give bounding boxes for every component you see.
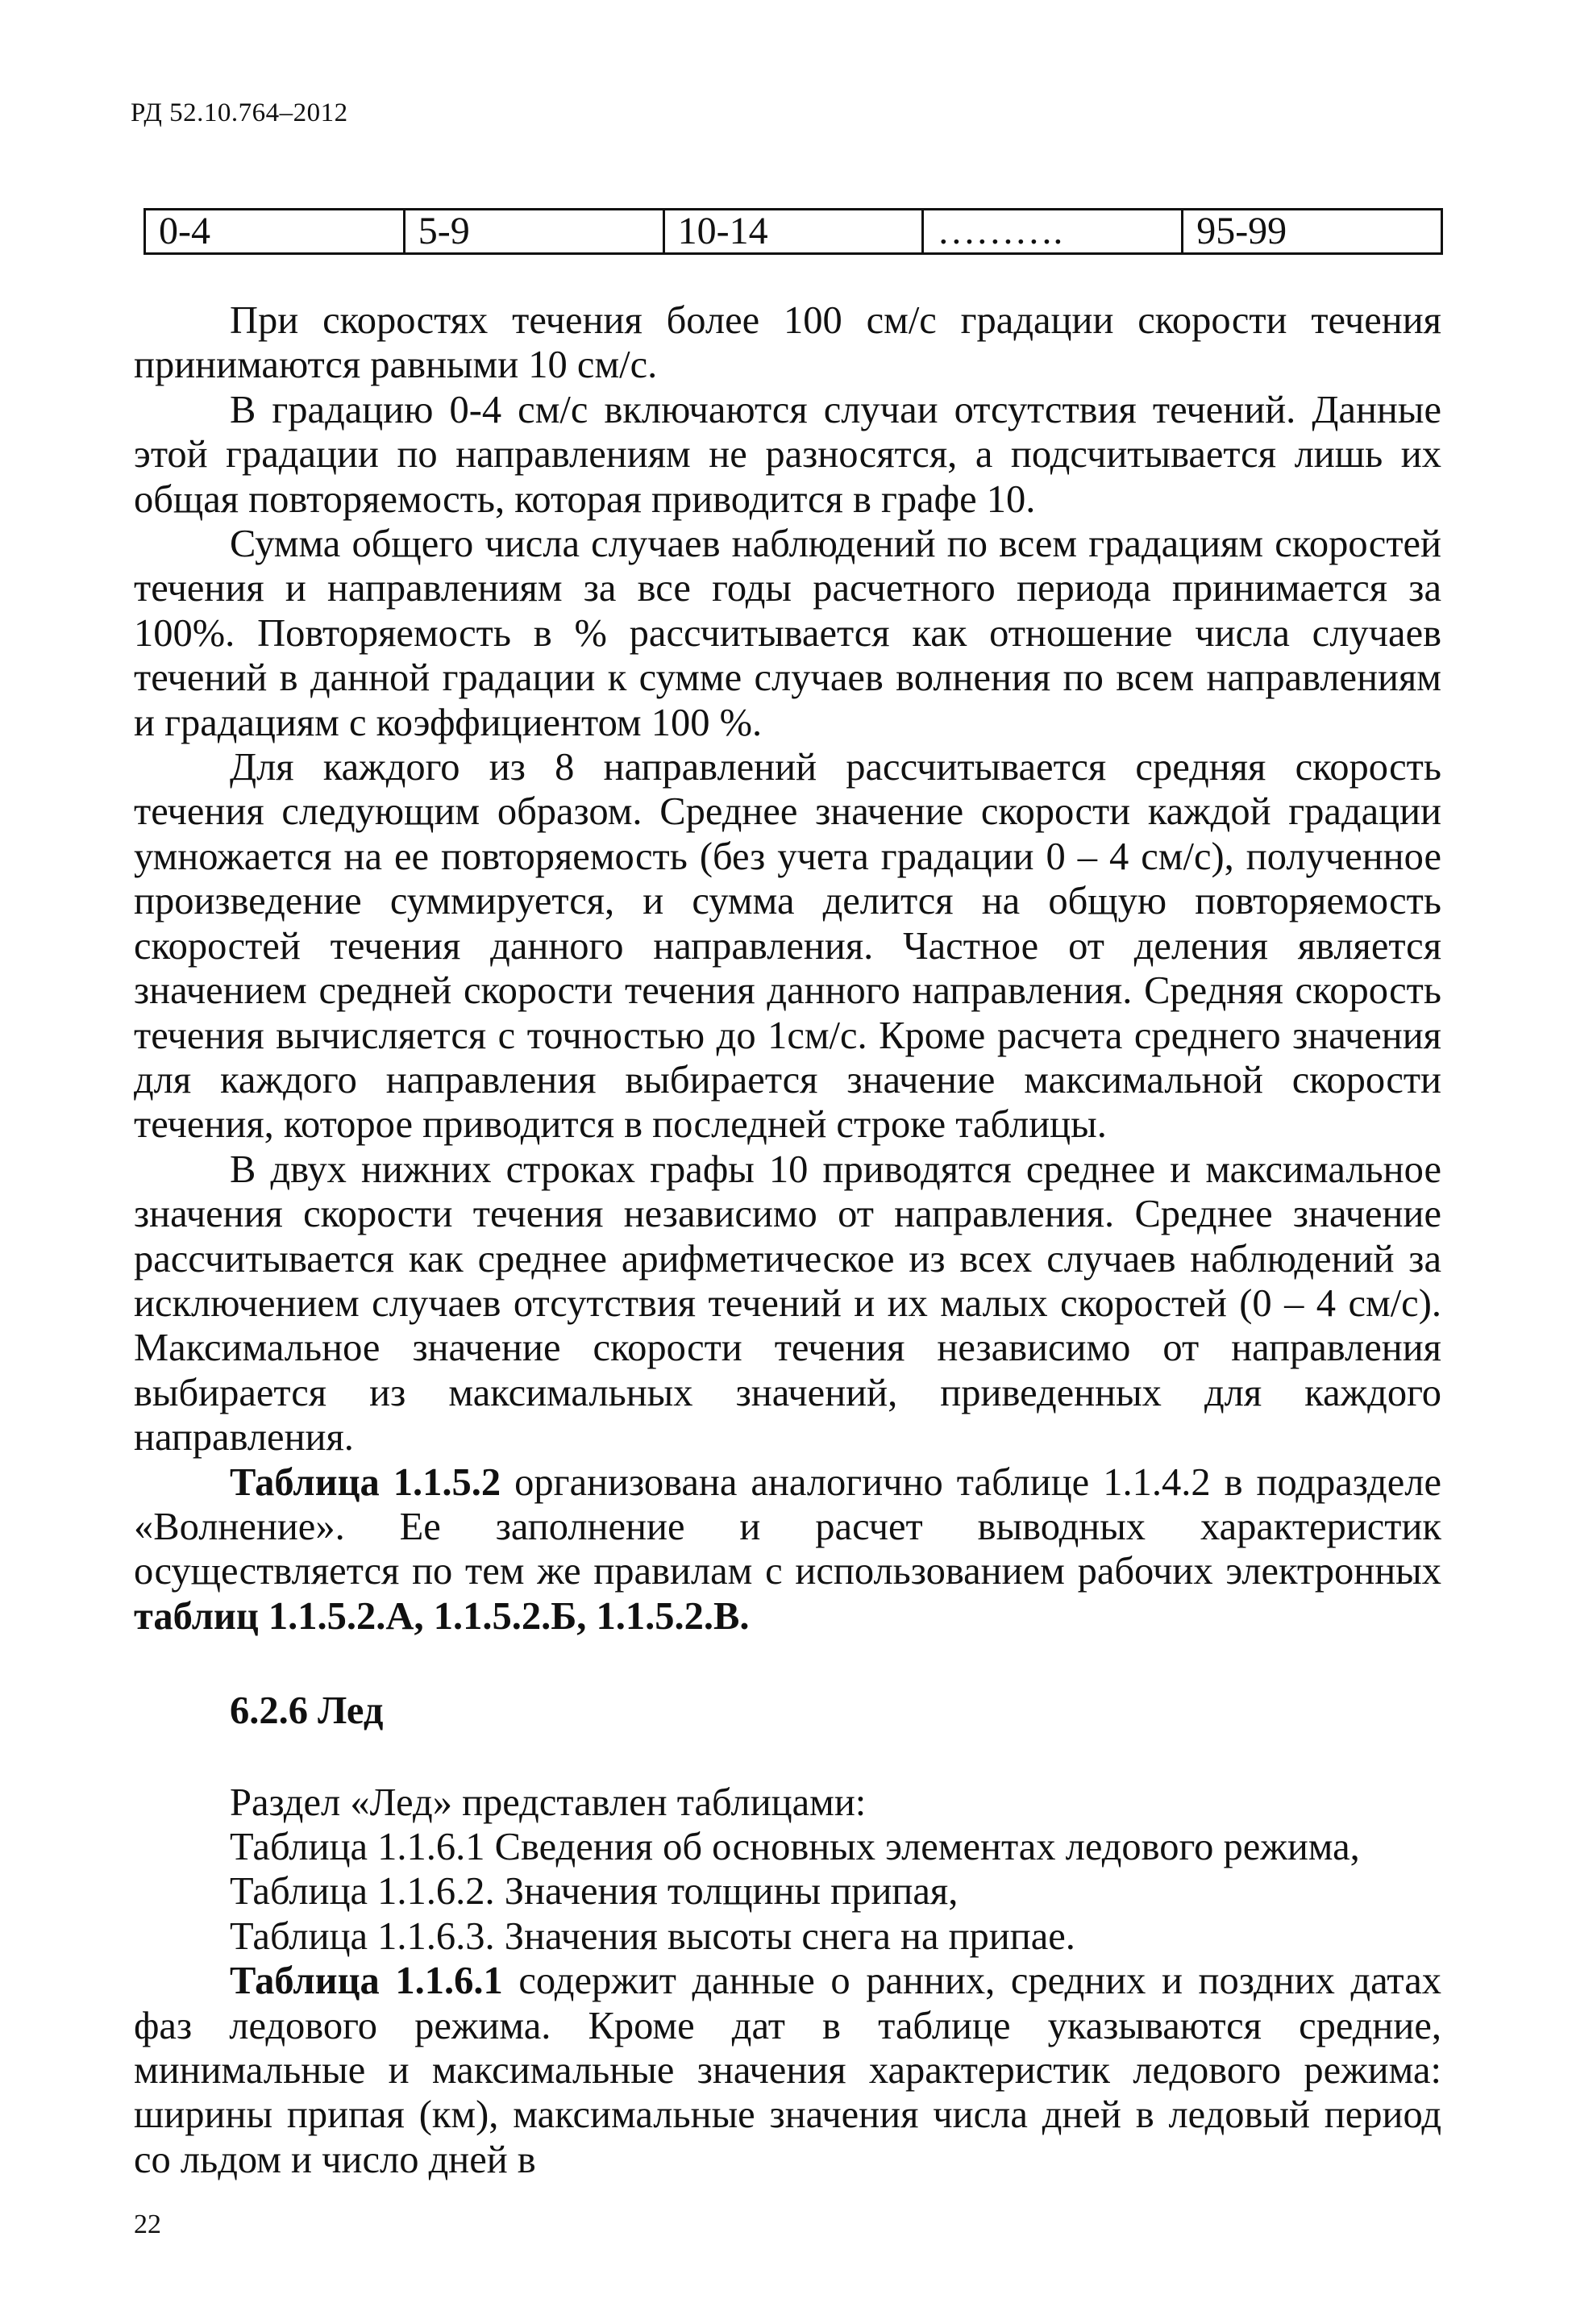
document-code-header: РД 52.10.764–2012: [131, 98, 348, 127]
paragraph: В двух нижних строках графы 10 приводятся среднее и максимальное значения скорости течения независимо от направления. Среднее значение рассчитывается как среднее арифметическое из всех случаев наблюдений за исключением случаев отсутствия течений и их малых скоростей (0 – 4 см/с). Максимальное значение скорости течения независимо от направления выбирается из максимальных значений, приведенных для каждого направления.: [134, 1147, 1441, 1460]
velocity-gradation-table: [143, 208, 1443, 255]
table-reference-bold: таблиц 1.1.5.2.А, 1.1.5.2.Б, 1.1.5.2.В.: [134, 1594, 750, 1638]
page-number: 22: [134, 2209, 161, 2239]
list-item: Таблица 1.1.6.3. Значения высоты снега на припае.: [230, 1914, 1075, 1958]
paragraph: [134, 1460, 1441, 1639]
paragraph: [134, 1959, 1441, 2182]
table-reference-bold: Таблица 1.1.5.2: [230, 1460, 501, 1504]
table-cell: 5-9: [404, 210, 663, 254]
list-item: Таблица 1.1.6.2. Значения толщины припая,: [230, 1870, 959, 1914]
paragraph: При скоростях течения более 100 см/с градации скорости течения принимаются равными 10 см/с.: [134, 299, 1441, 387]
paragraph: Сумма общего числа случаев наблюдений по всем градациям скоростей течения и направлениям за все годы расчетного периода принимается за 100%. Повторяемость в % рассчитывается как отношение числа случаев течений в данной градации к сумме случаев волнения по всем направлениям и градациям с коэффициентом 100 %.: [134, 523, 1441, 744]
paragraph: В градацию 0-4 см/с включаются случаи отсутствия течений. Данные этой градации по направлениям не разносятся, а подсчитывается лишь их общая повторяемость, которая приводится в графе 10.: [134, 388, 1441, 521]
paragraph: Для каждого из 8 направлений рассчитывается средняя скорость течения следующим образом. Среднее значение скорости каждой градации умножается на ее повторяемость (без учета градации 0 – 4 см/с), полученное произведение суммируется, и сумма делится на общую повторяемость скоростей течения данного направления. Частное от деления является значением средней скорости течения данного направления. Средняя скорость течения вычисляется с точностью до 1см/с. Кроме расчета среднего значения для каждого направления выбирается значение максимальной скорости течения, которое приводится в последней строке таблицы.: [134, 746, 1441, 1147]
table-reference-bold: Таблица 1.1.6.1: [230, 1960, 503, 2003]
paragraph-text: организована аналогично таблице 1.1.4.2 в подразделе «Волнение». Ее заполнение и расчет выводных характеристик осуществляется по тем же правилам с использованием рабочих электронных: [134, 1460, 1441, 1593]
table-cell: 95-99: [1183, 210, 1442, 254]
list-item: Таблица 1.1.6.1 Сведения об основных элементах ледового режима,: [230, 1826, 1360, 1868]
section-heading: 6.2.6 Лед: [230, 1689, 384, 1733]
body-text: [134, 298, 1441, 2182]
paragraph-text: содержит данные о ранних, средних и поздних датах фаз ледового режима. Кроме дат в таблице указываются средние, минимальные и максимальные значения характеристик ледового режима: ширины припая (км), максимальные значения числа дней в ледовый период со льдом и число дней в: [134, 1960, 1441, 2181]
paragraph: Раздел «Лед» представлен таблицами:: [230, 1780, 867, 1824]
table-cell: 0-4: [145, 210, 405, 254]
table-cell: 10-14: [663, 210, 923, 254]
table-row: [145, 210, 1442, 254]
table-cell: ……….: [923, 210, 1183, 254]
